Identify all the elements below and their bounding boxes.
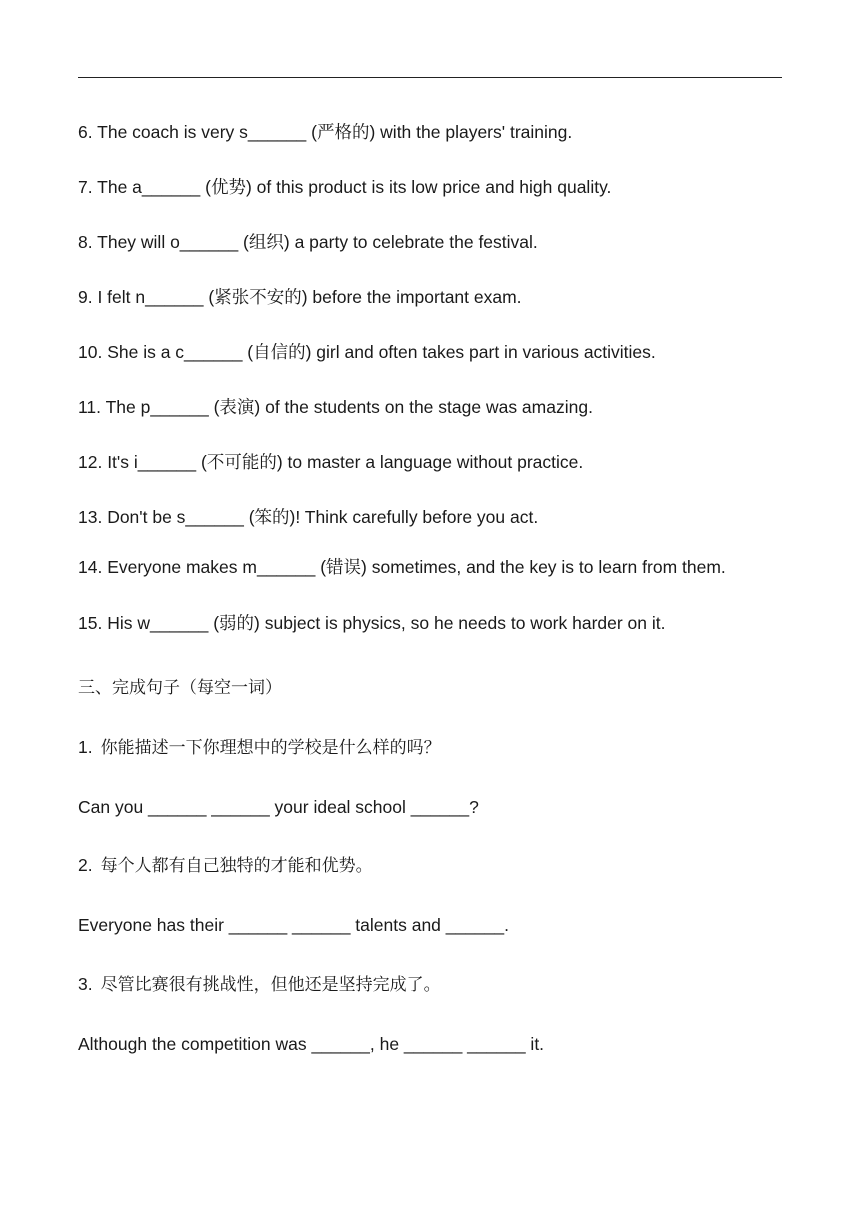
- prompt-number: 3.: [78, 974, 93, 994]
- prompt-chinese: 每个人都有自己独特的才能和优势。: [100, 856, 373, 876]
- prompt-number: 2.: [78, 855, 93, 875]
- vocab-item-11: 11. The p______ (表演) of the students on the stage was amazing.: [78, 397, 593, 417]
- prompt-chinese: 你能描述一下你理想中的学校是什么样的吗？: [100, 738, 441, 758]
- vocab-item-13: 13. Don't be s______ (笨的)! Think carefully before you act.: [78, 507, 539, 527]
- vocab-item-15: 15. His w______ (弱的) subject is physics, so he needs to work harder on it.: [78, 613, 666, 633]
- sentence-answer-3: Although the competition was ______, he ______ ______ it.: [78, 1034, 545, 1054]
- section-heading: 三、完成句子（每空一词）: [78, 678, 282, 698]
- vocab-item-7: 7. The a______ (优势) of this product is its low price and high quality.: [78, 177, 612, 197]
- prompt-chinese: 尽管比赛很有挑战性，但他还是坚持完成了。: [100, 975, 441, 995]
- sentence-prompt-1: [78, 736, 441, 759]
- sentence-answer-1: Can you ______ ______ your ideal school ______?: [78, 797, 479, 817]
- vocab-item-8: 8. They will o______ (组织) a party to celebrate the festival.: [78, 232, 538, 252]
- sentence-answer-2: Everyone has their ______ ______ talents and ______.: [78, 915, 510, 935]
- vocab-item-6: 6. The coach is very s______ (严格的) with the players' training.: [78, 122, 573, 142]
- prompt-number: 1.: [78, 737, 93, 757]
- vocab-item-12: 12. It's i______ (不可能的) to master a language without practice.: [78, 452, 584, 472]
- vocab-item-9: 9. I felt n______ (紧张不安的) before the important exam.: [78, 287, 522, 307]
- vocab-item-14: 14. Everyone makes m______ (错误) sometimes, and the key is to learn from them.: [78, 557, 726, 577]
- vocab-item-10: 10. She is a c______ (自信的) girl and often takes part in various activities.: [78, 342, 656, 362]
- sentence-prompt-2: [78, 854, 373, 877]
- sentence-prompt-3: [78, 973, 441, 996]
- header-rule: [78, 77, 782, 78]
